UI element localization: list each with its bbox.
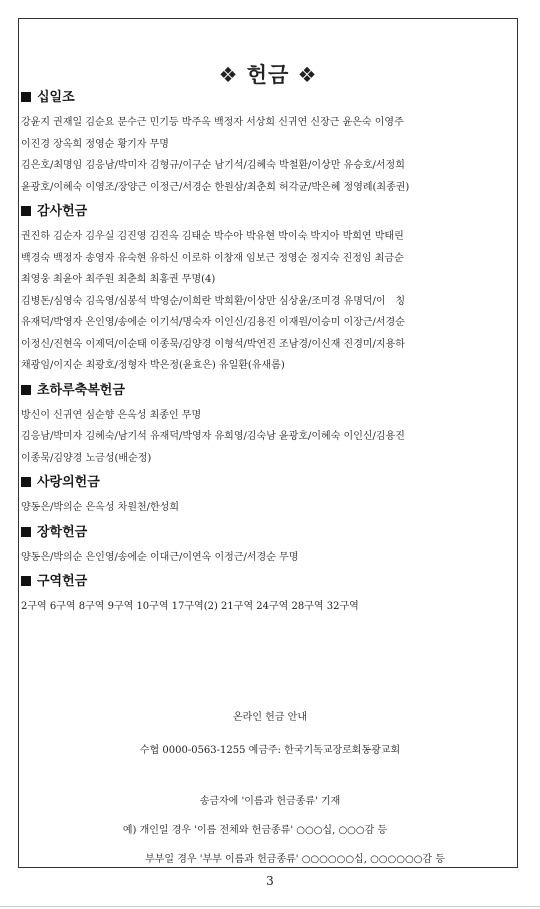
square-bullet-icon (21, 576, 31, 586)
donor-line: 강윤지 권재일 김순요 문수근 민기등 박주옥 백정자 서상희 신귀연 신장근 윤은숙 이영주 (21, 117, 404, 128)
donor-line: 이진경 장옥희 정영순 황기자 무명 (21, 138, 169, 150)
section-scholarship (21, 523, 495, 569)
square-bullet-icon (21, 206, 31, 216)
section-thanksgiving (21, 202, 495, 377)
section-heading: 십일조 (21, 88, 495, 108)
bank-account: 수협 0000-0563-1255 예금주: 한국기독교장로회동광교회 (139, 745, 401, 756)
section-district (21, 572, 495, 618)
donor-line: 백경숙 백정자 송영자 유숙현 유하신 이로하 이창재 임보근 정영순 정지숙 진정임 최금순 (21, 252, 404, 264)
donor-line: 김병돈/심영숙 김옥영/심봉석 박영순/이희란 박희환/이상만 심상윤/조미경 유명덕/이 칭 (21, 295, 406, 307)
donor-line: 유재덕/박영자 은인영/송에순 이기석/명숙자 이인신/김용진 이재원/이승미 이장근/서경순 (21, 317, 405, 328)
offering-content (21, 84, 495, 618)
section-heading: 감사헌금 (21, 202, 495, 222)
online-heading: 온라인 헌금 안내 (233, 712, 307, 723)
section-first-day-blessing (21, 381, 495, 470)
donor-line: 양동은/박의순 은인영/송에순 이대근/이연옥 이정근/서경순 무명 (21, 551, 299, 563)
section-tithe (21, 88, 495, 198)
section-heading: 구역헌금 (21, 572, 495, 592)
square-bullet-icon (21, 385, 31, 395)
example-individual: 예) 개인일 경우 '이름 전체와 헌금종류' ○○○십, ○○○감 등 (122, 825, 388, 836)
donor-line: 최영웅 최윤아 최주원 최춘희 최홍권 무명(4) (21, 274, 216, 285)
section-heading: 초하루축복헌금 (21, 381, 495, 401)
donor-line: 양동은/박의순 은옥성 차원천/한성희 (21, 502, 179, 513)
page-title: ❖ 헌금 ❖ (218, 63, 318, 87)
section-heading: 사랑의헌금 (21, 473, 495, 493)
donor-line: 이정신/진현옥 이제덕/이순태 이종묵/김양경 이형석/박연진 조남경/이신재 진경미/지용하 (21, 338, 405, 350)
remitter-instruction: 송금자에 '이름과 헌금종류' 기재 (199, 796, 341, 807)
donor-line: 방신이 신귀연 심순향 은옥성 최종인 무명 (21, 409, 202, 421)
section-heading: 장학헌금 (21, 523, 495, 543)
square-bullet-icon (21, 92, 31, 102)
online-offering-info (0, 708, 540, 865)
page-number: 3 (266, 874, 274, 888)
section-love-offering (21, 473, 495, 519)
donor-line: 김은호/최명임 김응남/박미자 김형규/이구순 남기석/김혜숙 박철환/이상만 유승호/서정희 (21, 160, 405, 171)
donor-line: 윤광호/이혜숙 이영조/장양근 이정근/서경순 한원삼/최춘희 허각균/박은혜 정영례(최종권) (21, 181, 410, 193)
donor-line: 김응남/박미자 김혜숙/남기석 유재덕/박영자 유희영/김숙남 윤광호/이혜숙 이인신/김용진 (21, 431, 405, 442)
donor-line: 채광임/이지순 최광호/정형자 박은정(윤효은) 유일환(유새롬) (21, 360, 285, 371)
example-couple: 부부일 경우 '부부 이름과 헌금종류' ○○○○○○십, ○○○○○○감 등 (145, 854, 445, 865)
donor-line: 이종묵/김양경 노금성(배순정) (21, 452, 152, 464)
donor-line: 권진하 김순자 김우실 김진영 김진옥 김태순 박수아 박유현 박이숙 박지아 박희연 박태린 (21, 231, 404, 242)
donor-line: 2구역 6구역 8구역 9구역 10구역 17구역(2) 21구역 24구역 28구역 32구역 (21, 601, 359, 612)
square-bullet-icon (21, 477, 31, 487)
bottom-divider (0, 906, 540, 907)
square-bullet-icon (21, 527, 31, 537)
